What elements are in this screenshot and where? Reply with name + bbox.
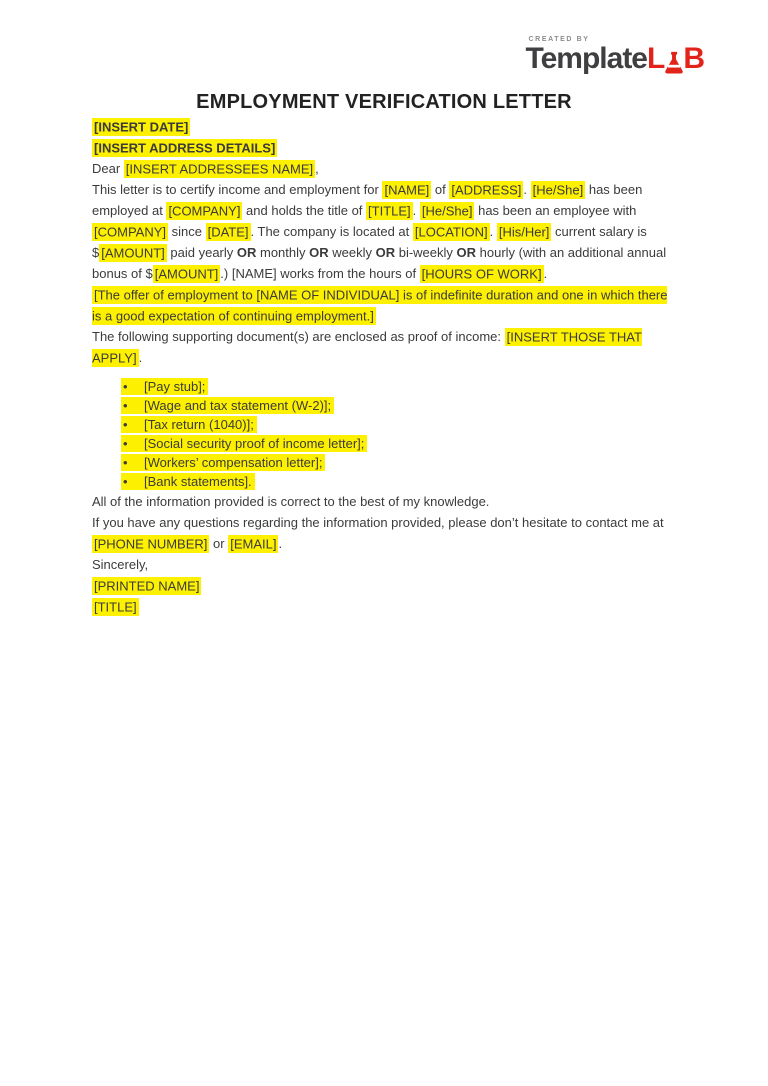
highlighted-placeholder: [His/Her] — [498, 224, 550, 239]
text-run: OR — [236, 245, 257, 260]
text-run: paid yearly — [166, 245, 237, 260]
address-placeholder-text: [INSERT ADDRESS DETAILS] — [94, 140, 276, 155]
printed-name-placeholder — [92, 575, 676, 596]
highlighted-placeholder: [INSERT ADDRESSEES NAME] — [125, 161, 314, 176]
flask-icon — [664, 51, 684, 74]
text-run: . — [523, 182, 531, 197]
created-by-label: CREATED BY — [528, 36, 590, 43]
list-item — [121, 415, 676, 434]
documents-list — [92, 377, 676, 491]
bullet-icon: • — [123, 417, 128, 432]
text-run: hourly (with an additional annual bonus of $ — [92, 245, 667, 281]
bullet-icon: • — [123, 398, 128, 413]
text-run: . — [278, 536, 283, 551]
list-item — [121, 434, 676, 453]
templatelab-logo — [526, 36, 704, 74]
text-run: .) [NAME] works from the hours of — [220, 266, 420, 281]
highlighted-placeholder: [AMOUNT] — [154, 266, 219, 281]
printed-name-text: [PRINTED NAME] — [94, 578, 200, 593]
text-run: current salary is $ — [92, 224, 647, 260]
lab-letter-b: B — [683, 42, 704, 75]
highlighted-placeholder: [DATE] — [207, 224, 249, 239]
bullet-text: [Pay stub]; — [144, 379, 206, 394]
letterhead — [0, 0, 768, 74]
text-run: bi-weekly — [395, 245, 457, 260]
text-run: weekly — [328, 245, 376, 260]
text-run: or — [209, 536, 229, 551]
text-run: Dear — [92, 161, 124, 176]
text-run: The following supporting document(s) are enclosed as proof of income: — [92, 329, 505, 344]
highlighted-placeholder: [TITLE] — [368, 203, 411, 218]
bullet-icon: • — [123, 455, 128, 470]
date-placeholder — [92, 116, 676, 137]
highlighted-placeholder: [PHONE NUMBER] — [94, 536, 208, 551]
text-run: of — [431, 182, 450, 197]
list-item — [121, 396, 676, 415]
bullet-icon: • — [123, 436, 128, 451]
highlighted-placeholder: [He/She] — [421, 203, 473, 218]
highlighted-placeholder: [COMPANY] — [168, 203, 241, 218]
text-run: . — [412, 203, 420, 218]
highlighted-placeholder: [COMPANY] — [94, 224, 166, 239]
page-title: EMPLOYMENT VERIFICATION LETTER — [196, 91, 572, 113]
text-run: OR — [375, 245, 396, 260]
address-placeholder — [92, 137, 676, 158]
text-run: . The company is located at — [250, 224, 413, 239]
highlighted-placeholder: [EMAIL] — [230, 536, 277, 551]
text-run: This letter is to certify income and employment for — [92, 182, 383, 197]
lab-letter-l: L — [647, 42, 665, 75]
highlighted-placeholder: [The offer of employment to [NAME OF INDIVIDUAL] is of indefinite duration and one in which there is a good expectation of continuing employment.] — [92, 287, 668, 323]
highlighted-placeholder: [AMOUNT] — [101, 245, 165, 260]
date-placeholder-text: [INSERT DATE] — [94, 119, 189, 134]
brand-lab-text — [647, 44, 704, 74]
list-item — [121, 472, 676, 491]
signoff-title-placeholder — [92, 596, 676, 617]
text-run: OR — [309, 245, 329, 260]
letter-content — [0, 116, 768, 617]
sincerely-line: Sincerely, — [92, 557, 149, 572]
text-run: has been employed at — [92, 182, 643, 218]
text-run: and holds the title of — [242, 203, 367, 218]
highlighted-placeholder: [NAME] — [384, 182, 430, 197]
text-run: If you have any questions regarding the information provided, please don’t hesitate to contact me at — [92, 515, 664, 530]
signoff-title-text: [TITLE] — [94, 599, 137, 614]
brand-template-text: Template — [525, 42, 647, 75]
brand-wordmark — [526, 44, 704, 74]
text-run: , — [315, 161, 319, 176]
documents-intro — [92, 326, 676, 368]
highlighted-placeholder: [INSERT THOSE THAT APPLY] — [92, 329, 642, 365]
bullet-text: [Bank statements]. — [144, 474, 252, 489]
bullet-icon: • — [123, 474, 128, 489]
salutation — [92, 158, 676, 179]
text-run: has been an employee with — [474, 203, 637, 218]
text-run: . — [489, 224, 497, 239]
text-run: . — [138, 350, 143, 365]
text-run: . — [543, 266, 548, 281]
highlighted-placeholder: [ADDRESS] — [451, 182, 522, 197]
text-run: All of the information provided is correct to the best of my knowledge. — [92, 494, 490, 509]
text-run: monthly — [256, 245, 310, 260]
highlighted-placeholder: [HOURS OF WORK] — [421, 266, 542, 281]
offer-paragraph — [92, 284, 676, 326]
bullet-text: [Workers’ compensation letter]; — [144, 455, 323, 470]
list-item — [121, 453, 676, 472]
bullet-text: [Social security proof of income letter]; — [144, 436, 365, 451]
highlighted-placeholder: [He/She] — [532, 182, 584, 197]
bullet-text: [Tax return (1040)]; — [144, 417, 254, 432]
list-item — [121, 377, 676, 396]
body-paragraph — [92, 179, 676, 284]
text-run: since — [168, 224, 206, 239]
text-run: OR — [456, 245, 477, 260]
bullet-icon: • — [123, 379, 128, 394]
bullet-text: [Wage and tax statement (W-2)]; — [144, 398, 332, 413]
highlighted-placeholder: [LOCATION] — [414, 224, 488, 239]
closing-paragraph — [92, 491, 676, 554]
